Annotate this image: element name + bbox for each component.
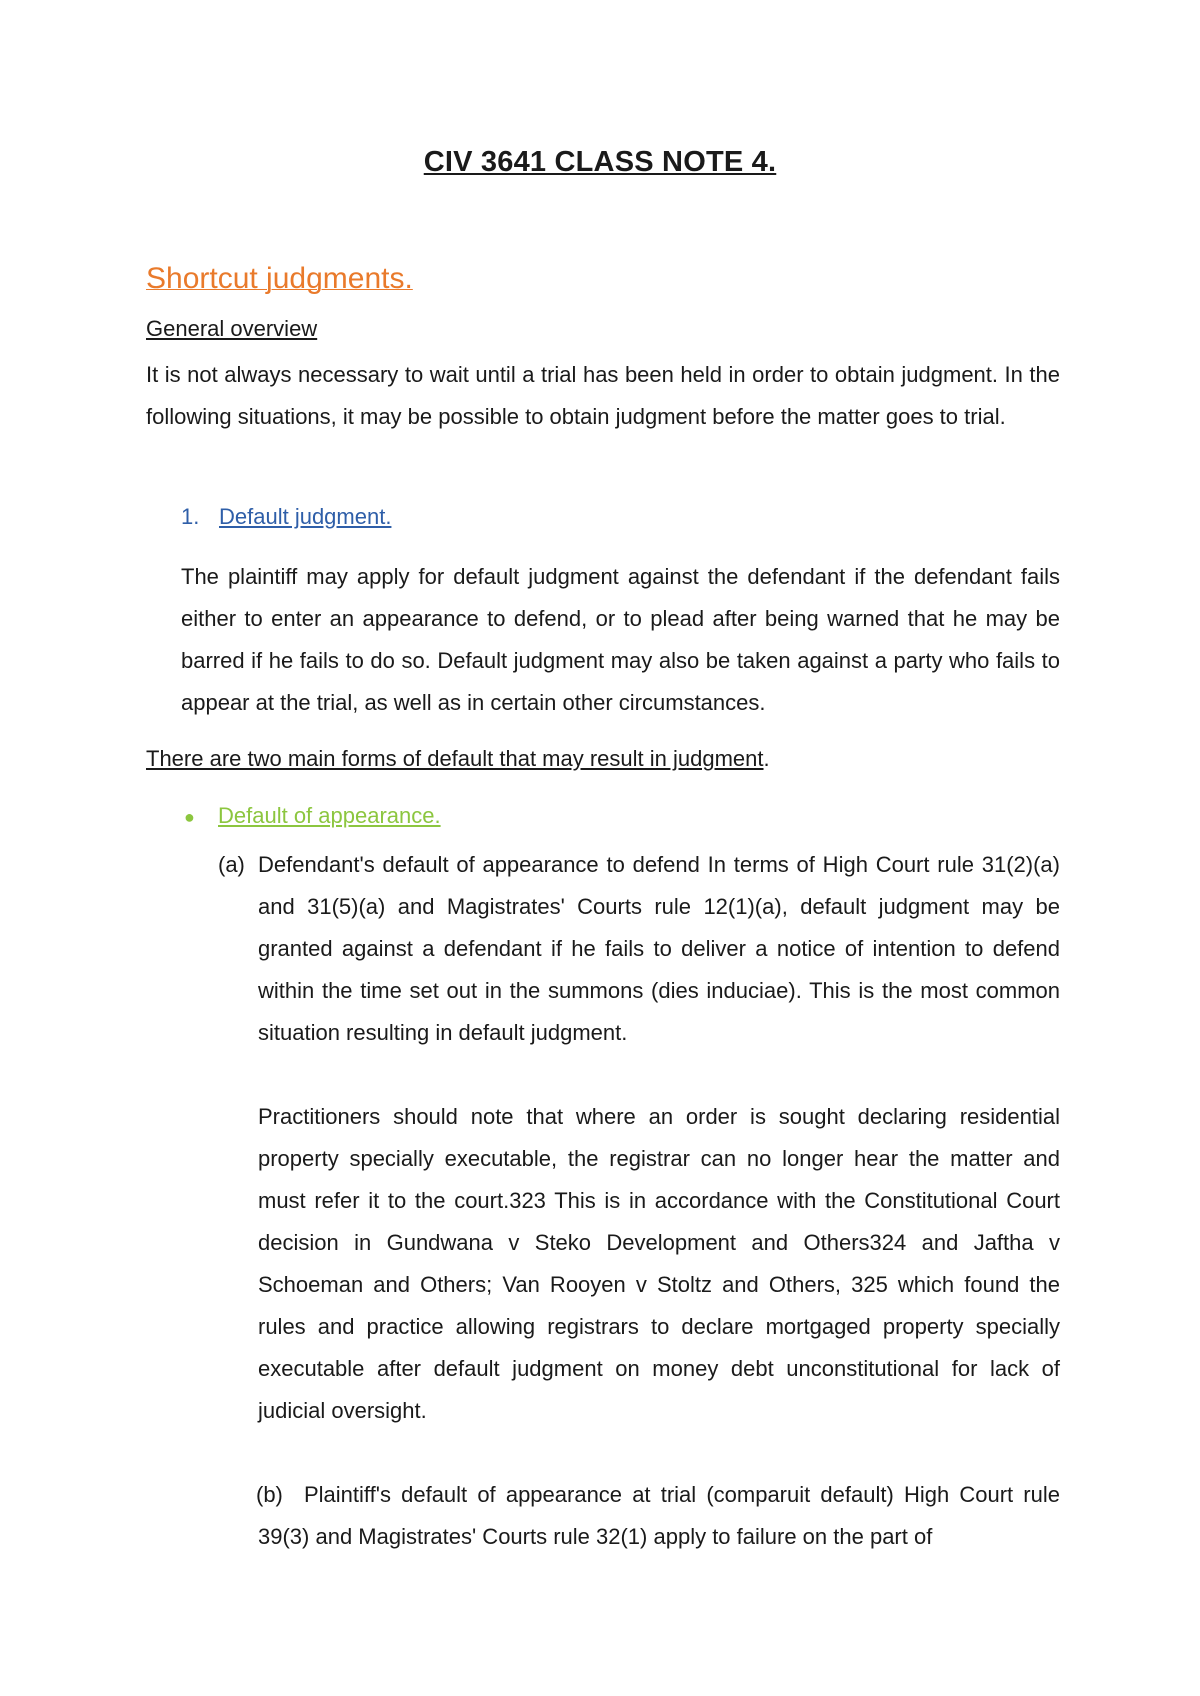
section-heading: Shortcut judgments. [146,262,413,295]
numbered-item-label: Default judgment. [219,504,392,529]
bullet-list-item [184,803,441,829]
item-a-paragraph [258,844,1060,1054]
item-b-paragraph [258,1474,1060,1558]
bullet-icon: ● [184,807,195,827]
subheading: General overview [146,316,318,341]
forms-of-default-line [146,746,770,772]
forms-line-period: . [763,746,770,771]
item-b-label: (b) [256,1482,283,1507]
forms-line-text: There are two main forms of default that may result in judgment [146,746,764,771]
item-a-text: Defendant's default of appearance to defend In terms of High Court rule 31(2)(a) and 31(5)(a) and Magistrates' Courts rule 12(1)(a), default judgment may be granted against a defendant if he fails to deliver a notice of intention to defend within the time set out in the summons (dies induciae). This is the most common situation resulting in default judgment. [258,852,1060,1045]
default-judgment-paragraph: The plaintiff may apply for default judgment against the defendant if the defendant fails either to enter an appearance to defend, or to plead after being warned that he may be barred if he fails to do so. Default judgment may also be taken against a party who fails to appear at the trial, as well as in certain other circumstances. [181,564,1060,715]
list-number: 1. [181,504,200,529]
item-a-label: (a) [218,852,245,877]
bullet-item-label: Default of appearance. [218,803,441,828]
page-title: CIV 3641 CLASS NOTE 4. [423,146,777,178]
intro-paragraph: It is not always necessary to wait until a trial has been held in order to obtain judgment. In the following situations, it may be possible to obtain judgment before the matter goes to trial. [146,362,1060,429]
item-a-paragraph-2: Practitioners should note that where an order is sought declaring residential property specially executable, the registrar can no longer hear the matter and must refer it to the court.323 This is in accordance with the Constitutional Court decision in Gundwana v Steko Development and Others324 and Jaftha v Schoeman and Others; Van Rooyen v Stoltz and Others, 325 which found the rules and practice allowing registrars to declare mortgaged property specially executable after default judgment on money debt unconstitutional for lack of judicial oversight. [258,1104,1060,1423]
numbered-list-item [181,504,391,530]
item-b-text: Plaintiff's default of appearance at trial (comparuit default) High Court rule 39(3) and Magistrates' Courts rule 32(1) apply to failure on the part of [258,1482,1060,1549]
